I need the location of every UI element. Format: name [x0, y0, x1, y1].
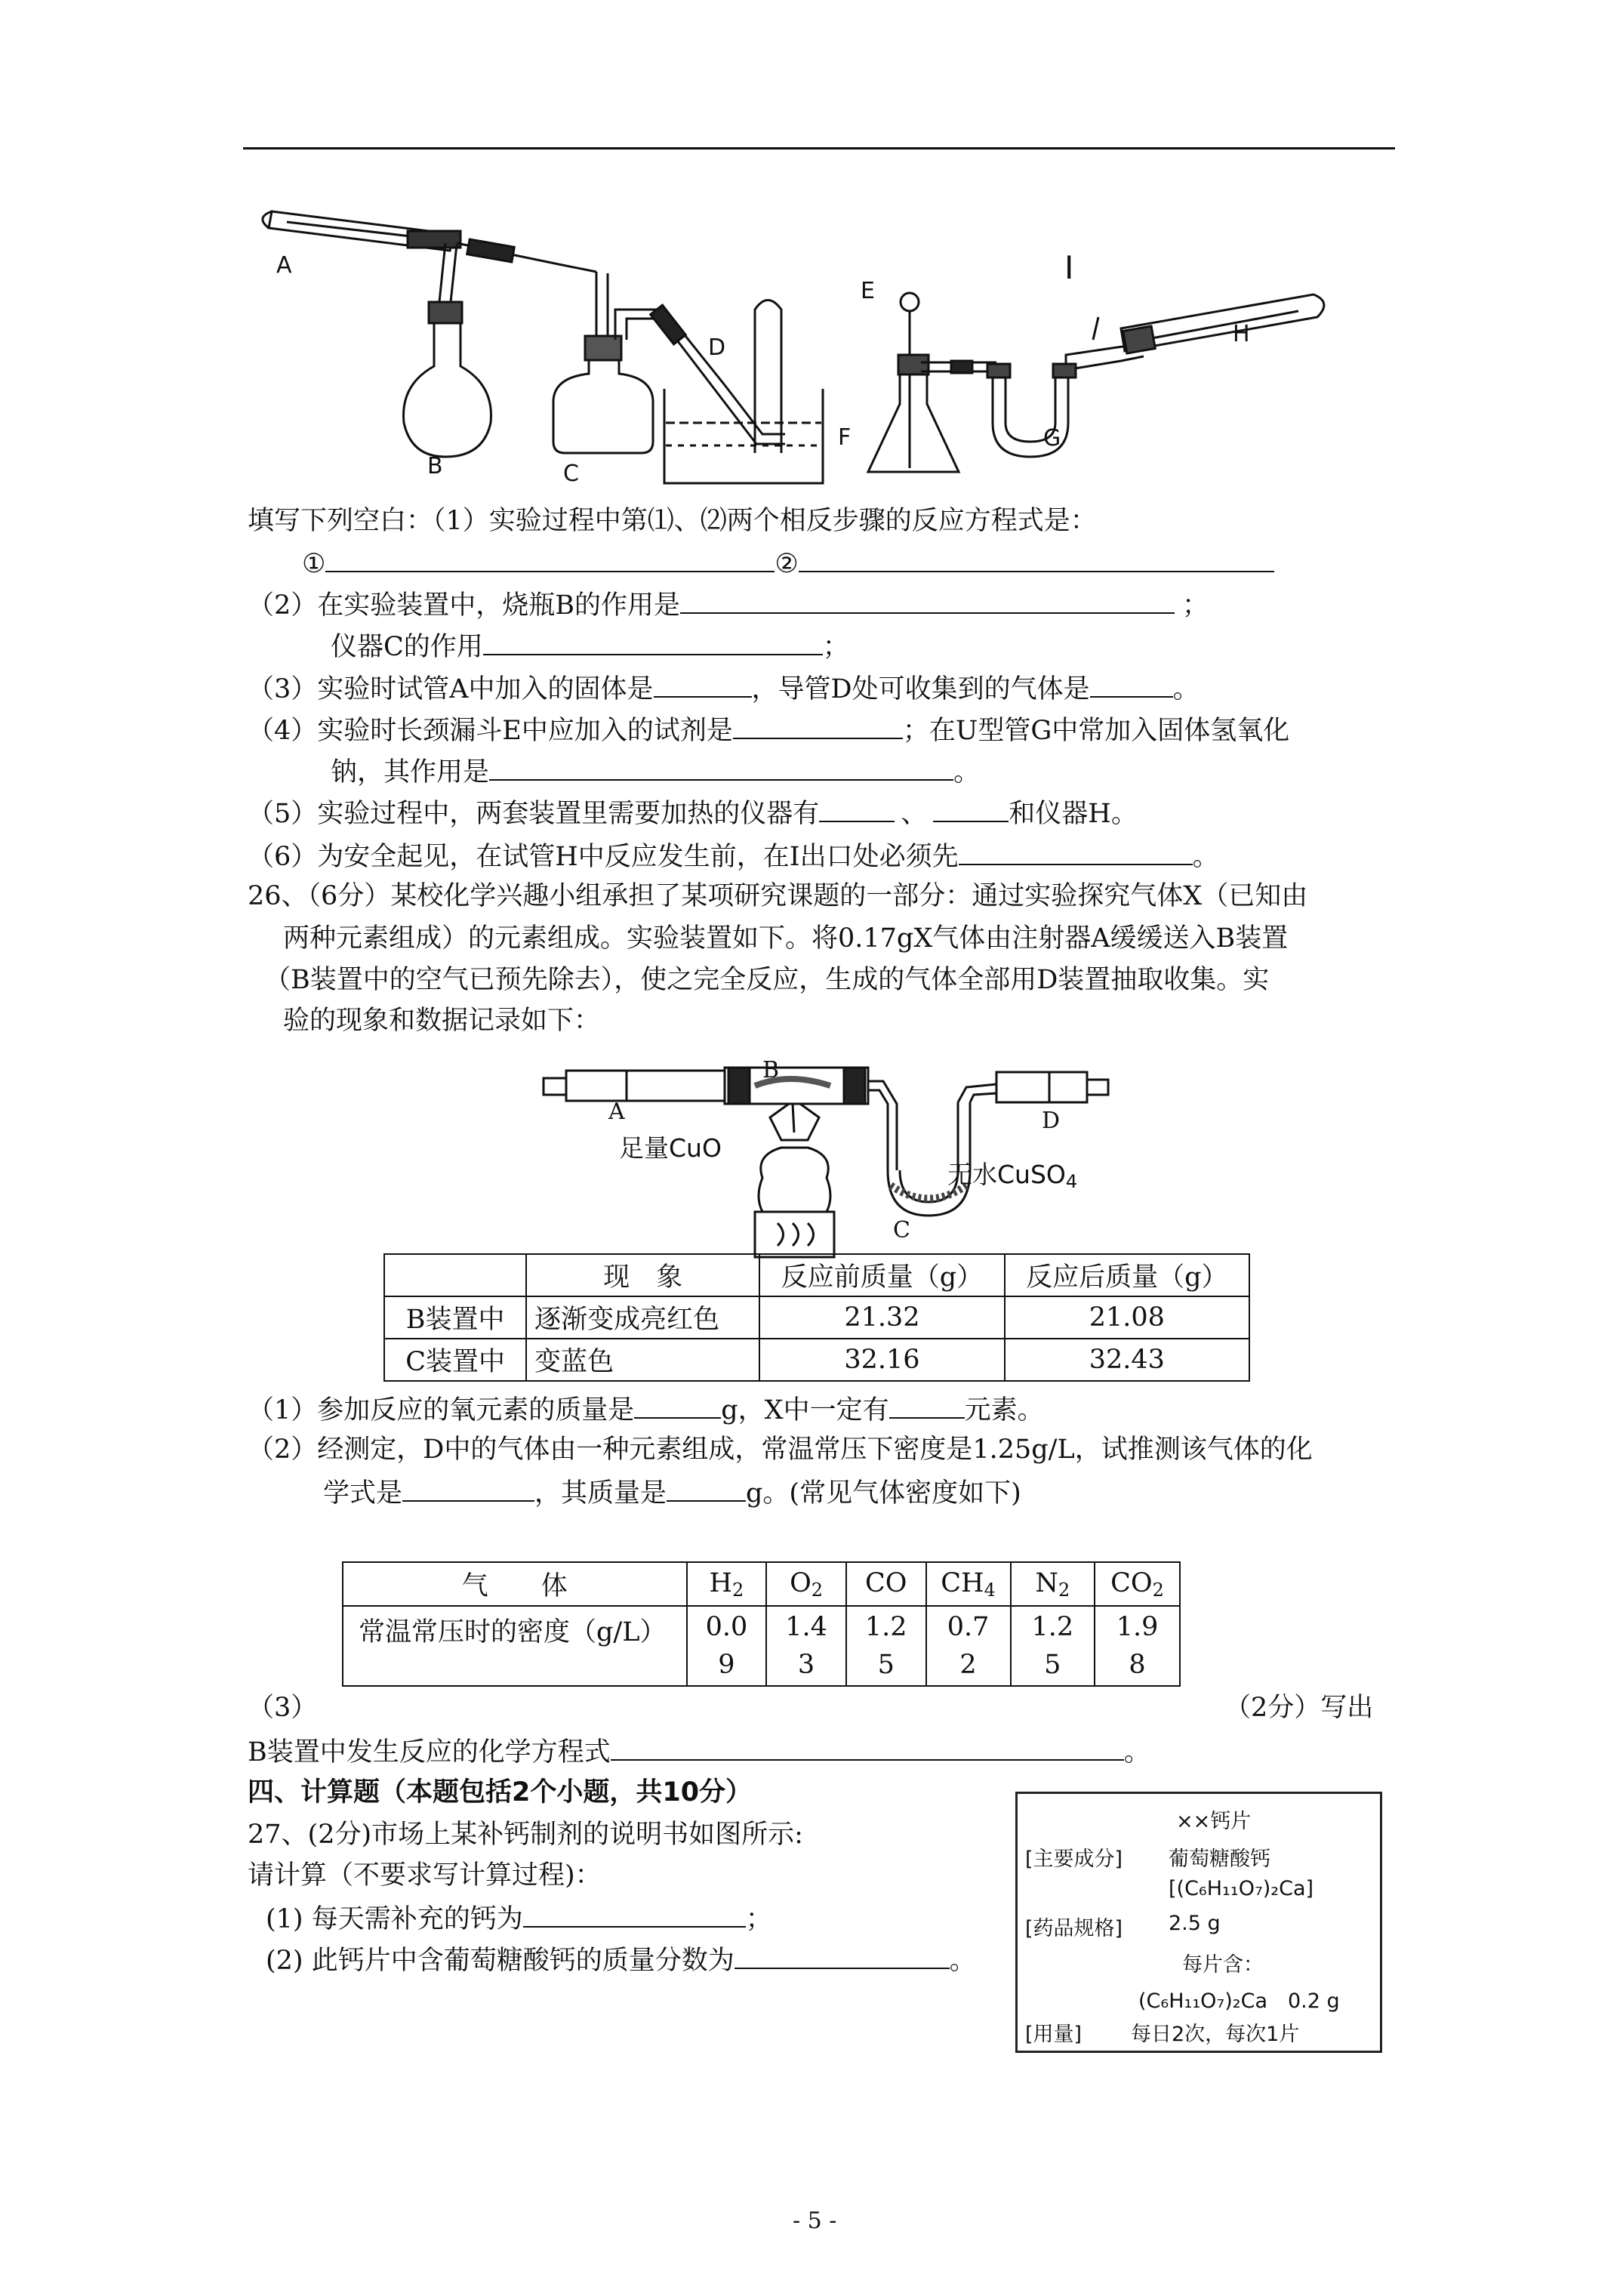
gas-header: 气 体 — [343, 1562, 687, 1606]
section4-title: 四、计算题（本题包括2个小题，共10分） — [248, 1777, 753, 1808]
blank-mass-fraction[interactable] — [735, 1942, 950, 1969]
q26-p2a: （2）经测定，D中的气体由一种元素组成，常温常压下密度是1.25g/L，试推测该气体的化 — [248, 1435, 1313, 1465]
fig2-label-cuso4: 无水CuSO$_4$ — [947, 1160, 1078, 1192]
q27-a: 27、(2分)市场上某补钙制剂的说明书如图所示: — [248, 1820, 803, 1850]
blank-eq1[interactable] — [325, 545, 775, 572]
calcium-tablet-label — [1015, 1792, 1382, 2053]
density-row-label: 常温常压时的密度（g/L） — [343, 1606, 687, 1686]
blank-element[interactable] — [889, 1391, 965, 1419]
blank-flask-b-role[interactable] — [680, 587, 1175, 614]
th-blank — [384, 1254, 526, 1296]
q26-p3c: B装置中发生反应的化学方程式 。 — [248, 1734, 1150, 1769]
table-row-b-label: B装置中 — [384, 1296, 526, 1339]
label-per-tablet: 每片含： — [1182, 1953, 1264, 1977]
th-phenomenon: 现 象 — [526, 1254, 759, 1296]
table-row-c-after: 32.43 — [1005, 1339, 1249, 1381]
fig2-label-c: C — [893, 1217, 910, 1244]
apparatus-figure-1 — [242, 196, 1336, 498]
label-ingredient-key: [主要成分] — [1025, 1848, 1123, 1871]
label-formula: [(C₆H₁₁O₇)₂Ca] — [1169, 1877, 1314, 1900]
water-trough — [664, 389, 823, 483]
u-tube-g — [987, 364, 1076, 457]
q26-p3b: （2分）写出 — [1224, 1693, 1374, 1723]
label-ingredient-value: 葡萄糖酸钙 — [1169, 1848, 1270, 1871]
q27-d: (2) 此钙片中含葡萄糖酸钙的质量分数为 。 — [266, 1942, 976, 1977]
label-c: C — [563, 461, 579, 487]
q26-p1: （1）参加反应的氧元素的质量是 g，X中一定有 元素。 — [248, 1391, 1044, 1427]
blank-b-equation[interactable] — [611, 1734, 1124, 1761]
blank-naoh-role[interactable] — [489, 754, 953, 781]
gas-density-table — [342, 1561, 1181, 1687]
density-co2: 1.9 8 — [1095, 1606, 1180, 1686]
blank-heat-1[interactable] — [819, 795, 895, 822]
q25-p2b: 仪器C的作用 ； — [331, 628, 849, 664]
flask-b — [404, 323, 491, 457]
test-tube-h — [1121, 294, 1324, 353]
label-dosage-value: 每日2次，每次1片 — [1131, 2023, 1300, 2046]
q25-p6: （6）为安全起见，在试管H中反应发生前，在I出口处必须先 。 — [248, 838, 1219, 874]
label-content: (C₆H₁₁O₇)₂Ca 0.2 g — [1138, 1989, 1340, 2013]
q26-line3: （B装置中的空气已预先除去），使之完全反应，生成的气体全部用D装置抽取收集。实 — [264, 965, 1270, 995]
header-rule — [243, 147, 1395, 149]
label-e: E — [861, 278, 875, 304]
blank-eq2[interactable] — [799, 545, 1274, 572]
label-f: F — [838, 424, 852, 451]
q27-c: (1) 每天需补充的钙为 ； — [266, 1900, 772, 1936]
gas-h2: $H_2$ — [687, 1562, 767, 1606]
table-row-b-before: 21.32 — [759, 1296, 1004, 1339]
blank-oxygen-mass[interactable] — [634, 1391, 721, 1419]
table-row-b-after: 21.08 — [1005, 1296, 1249, 1339]
gas-co2: $CO_2$ — [1095, 1562, 1180, 1606]
flask-f — [868, 293, 959, 472]
q25-p2a: （2）在实验装置中，烧瓶B的作用是 ； — [248, 587, 1209, 622]
density-h2: 0.0 9 — [687, 1606, 767, 1686]
label-title: ××钙片 — [1176, 1810, 1252, 1833]
blank-gas-d[interactable] — [1090, 670, 1173, 698]
label-d: D — [708, 334, 726, 361]
label-dosage-key: [用量] — [1025, 2023, 1083, 2046]
label-g: G — [1043, 425, 1061, 451]
density-n2: 1.2 5 — [1011, 1606, 1095, 1686]
q26-line4: 验的现象和数据记录如下： — [283, 1006, 601, 1036]
blank-c-role[interactable] — [483, 628, 823, 655]
gas-o2: $O_2$ — [766, 1562, 846, 1606]
q26-p2b: 学式是 ，其质量是 g。(常见气体密度如下) — [323, 1475, 1021, 1510]
q25-blanks-1-2: ① ② — [302, 545, 1274, 581]
q25-p4c: 钠，其作用是 。 — [331, 754, 980, 789]
table-row-b-phenomenon: 逐渐变成亮红色 — [526, 1296, 759, 1339]
fig2-label-d: D — [1042, 1108, 1061, 1134]
label-spec-value: 2.5 g — [1169, 1912, 1221, 1935]
label-spec-key: [药品规格] — [1025, 1917, 1123, 1940]
q25-p5: （5）实验过程中，两套装置里需要加热的仪器有 、 和仪器H。 — [248, 795, 1138, 831]
page-number: - 5 - — [793, 2208, 837, 2234]
table-row-c-label: C装置中 — [384, 1339, 526, 1381]
q26-line2: 两种元素组成）的元素组成。实验装置如下。将0.17gX气体由注射器A缓缓送入B装置 — [283, 923, 1289, 954]
q25-intro: 填写下列空白：（1）实验过程中第⑴、⑵两个相反步骤的反应方程式是： — [248, 506, 1097, 536]
fig2-label-b: B — [762, 1057, 780, 1083]
gas-n2: $N_2$ — [1011, 1562, 1095, 1606]
blank-gas-mass[interactable] — [667, 1475, 746, 1502]
label-i: I — [1064, 249, 1074, 286]
th-after: 反应后质量（g） — [1005, 1254, 1249, 1296]
q25-p3: （3）实验时试管A中加入的固体是 ，导管D处可收集到的气体是 。 — [248, 670, 1200, 706]
blank-heat-2[interactable] — [933, 795, 1009, 822]
table-row-c-before: 32.16 — [759, 1339, 1004, 1381]
label-a: A — [276, 252, 292, 279]
test-tube-a — [263, 211, 460, 251]
density-ch4: 0.7 2 — [926, 1606, 1011, 1686]
blank-formula[interactable] — [402, 1475, 534, 1502]
th-before: 反应前质量（g） — [759, 1254, 1004, 1296]
q25-p4: （4）实验时长颈漏斗E中应加入的试剂是 ；在U型管G中常加入固体氢氧化 — [248, 712, 1289, 747]
fig2-label-a: A — [608, 1099, 625, 1125]
blank-safety[interactable] — [959, 838, 1193, 865]
table-row-c-phenomenon: 变蓝色 — [526, 1339, 759, 1381]
blank-reagent-e[interactable] — [733, 712, 903, 739]
density-co: 1.2 5 — [846, 1606, 926, 1686]
q26-p3a: （3） — [248, 1693, 318, 1723]
blank-solid-a[interactable] — [654, 670, 752, 698]
blank-calcium-per-day[interactable] — [523, 1900, 746, 1928]
gas-ch4: $CH_4$ — [926, 1562, 1011, 1606]
gas-co: CO — [846, 1562, 926, 1606]
q27-b: 请计算（不要求写计算过程)： — [248, 1860, 602, 1891]
label-h: H — [1233, 321, 1250, 347]
density-o2: 1.4 3 — [766, 1606, 846, 1686]
fig2-label-cuo: 足量CuO — [619, 1133, 722, 1163]
q26-result-table — [383, 1253, 1250, 1382]
q26-line1: 26、（6分）某校化学兴趣小组承担了某项研究课题的一部分：通过实验探究气体X（已知由 — [248, 881, 1308, 911]
label-b: B — [427, 453, 443, 479]
bottle-c — [553, 336, 653, 453]
